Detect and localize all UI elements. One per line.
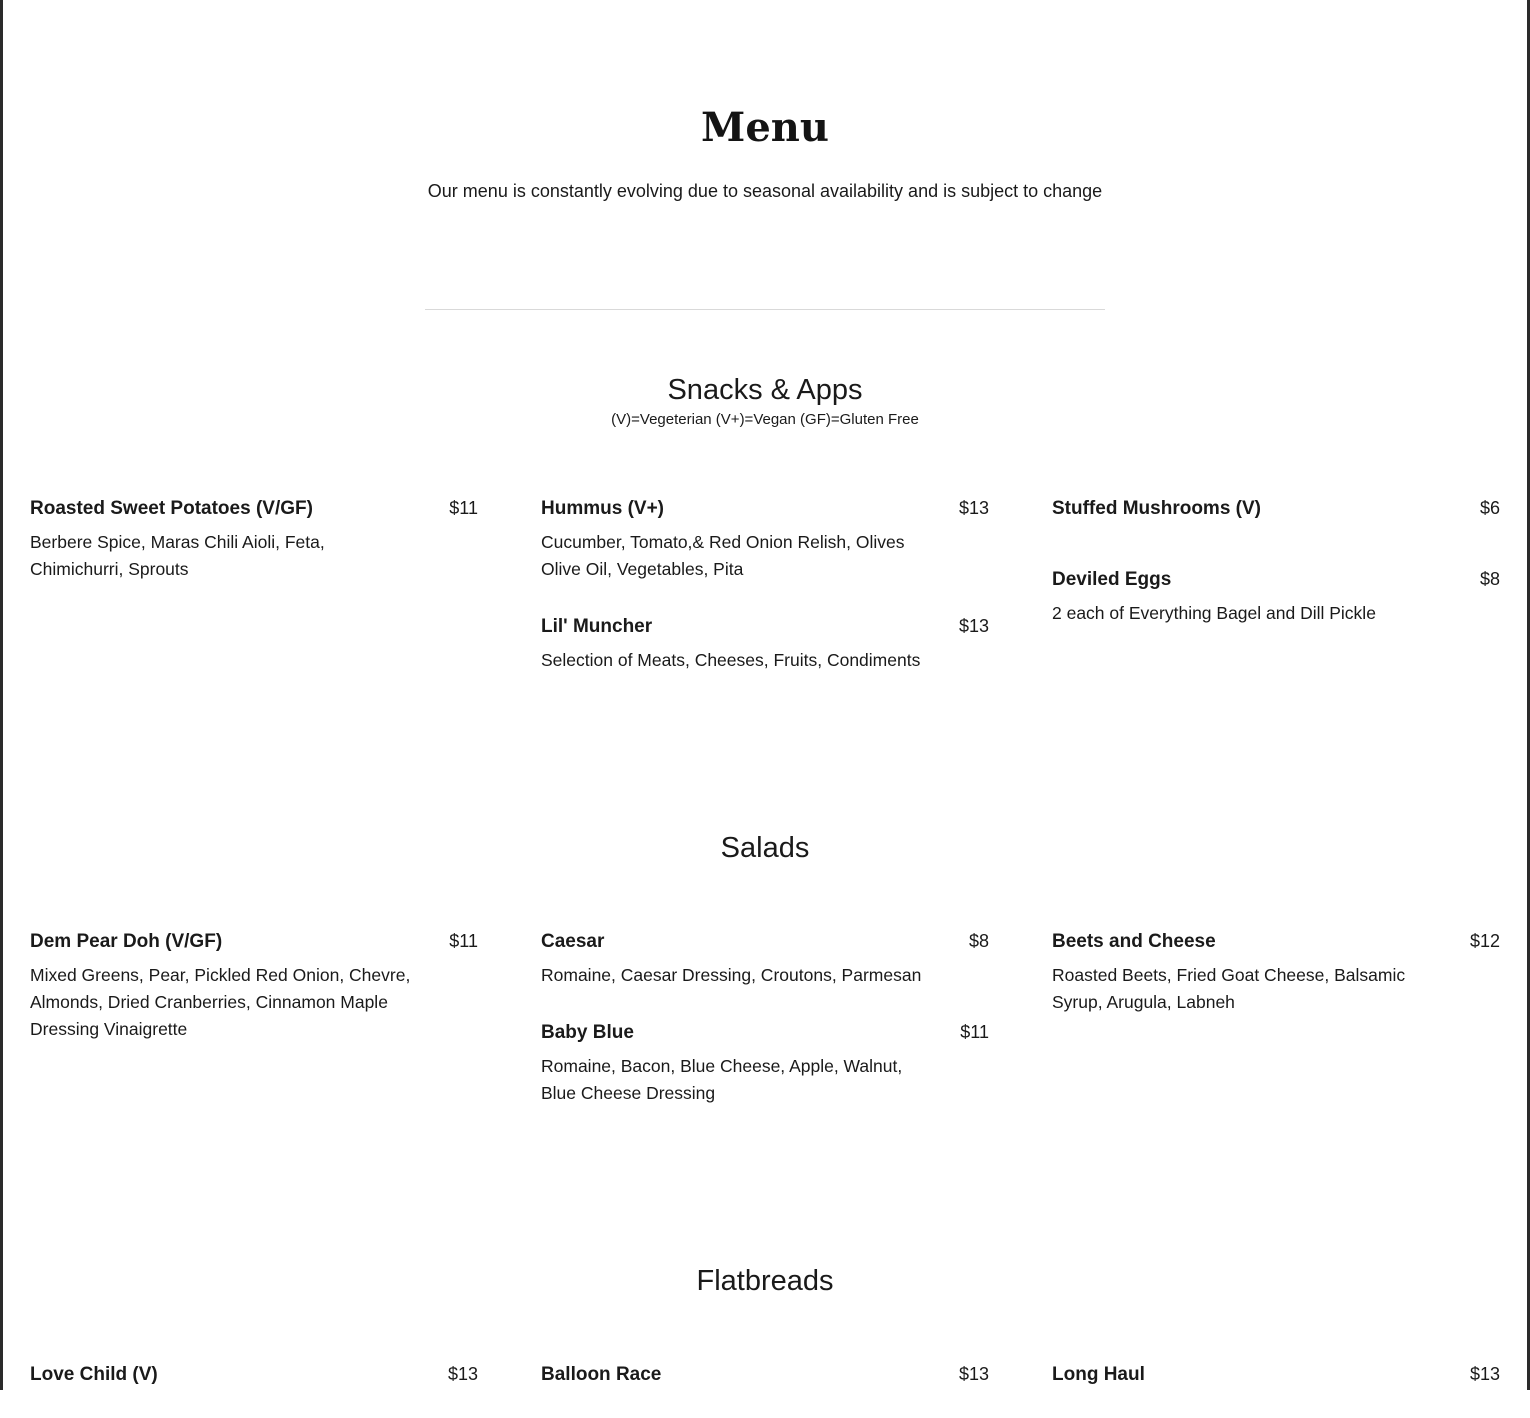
flatbreads-column-1 bbox=[30, 1362, 478, 1418]
menu-item bbox=[1052, 567, 1500, 627]
menu-item bbox=[541, 1020, 989, 1107]
item-name: Baby Blue bbox=[541, 1022, 634, 1043]
item-price: $6 bbox=[1479, 498, 1500, 518]
menu-item bbox=[1052, 929, 1500, 1016]
item-price: $11 bbox=[960, 1022, 989, 1042]
item-name: Long Haul bbox=[1052, 1364, 1145, 1385]
item-description: Mixed Greens, Pear, Pickled Red Onion, Chevre, Almonds, Dried Cranberries, Cinnamon Maple Dressing Vinaigrette bbox=[30, 965, 411, 1039]
item-price: $13 bbox=[447, 1364, 478, 1384]
item-price: $12 bbox=[1469, 931, 1500, 951]
menu-item bbox=[30, 929, 478, 1043]
page-subtitle: Our menu is constantly evolving due to seasonal availability and is subject to change bbox=[427, 181, 1103, 201]
snacks-column-3 bbox=[1052, 496, 1500, 658]
item-price: $13 bbox=[958, 498, 989, 518]
flatbreads-column-2 bbox=[541, 1362, 989, 1418]
section-title-salads: Salads bbox=[720, 832, 810, 864]
menu-item bbox=[541, 496, 989, 583]
menu-item bbox=[1052, 496, 1500, 521]
section-title-snacks: Snacks & Apps bbox=[667, 374, 863, 406]
item-name: Lil' Muncher bbox=[541, 616, 653, 637]
menu-item bbox=[30, 496, 478, 583]
item-name: Dem Pear Doh (V/GF) bbox=[30, 931, 223, 952]
item-price: $8 bbox=[1479, 569, 1500, 589]
salads-column-2 bbox=[541, 929, 989, 1138]
item-name: Balloon Race bbox=[541, 1364, 662, 1385]
page-border-left bbox=[0, 0, 3, 1390]
item-description: Berbere Spice, Maras Chili Aioli, Feta, Chimichurri, Sprouts bbox=[30, 532, 325, 579]
section-title-flatbreads: Flatbreads bbox=[696, 1265, 834, 1297]
item-price: $13 bbox=[958, 1364, 989, 1384]
page-title: Menu bbox=[701, 104, 829, 151]
item-price: $11 bbox=[449, 498, 478, 518]
item-name: Love Child (V) bbox=[30, 1364, 158, 1385]
dietary-legend: (V)=Vegeterian (V+)=Vegan (GF)=Gluten Free bbox=[611, 411, 919, 428]
menu-item bbox=[541, 614, 989, 674]
snacks-column-1 bbox=[30, 496, 478, 614]
item-description: Roasted Beets, Fried Goat Cheese, Balsamic Syrup, Arugula, Labneh bbox=[1052, 965, 1406, 1012]
snacks-column-2 bbox=[541, 496, 989, 705]
salads-column-1 bbox=[30, 929, 478, 1074]
menu-item bbox=[1052, 1362, 1500, 1387]
menu-item bbox=[541, 1362, 989, 1387]
item-name: Caesar bbox=[541, 931, 605, 952]
item-description: Selection of Meats, Cheeses, Fruits, Condiments bbox=[541, 650, 921, 670]
item-name: Beets and Cheese bbox=[1052, 931, 1216, 952]
item-name: Roasted Sweet Potatoes (V/GF) bbox=[30, 498, 313, 519]
menu-item bbox=[30, 1362, 478, 1387]
header-divider bbox=[425, 309, 1105, 310]
item-description: Romaine, Bacon, Blue Cheese, Apple, Walnut, Blue Cheese Dressing bbox=[541, 1056, 903, 1103]
item-description: 2 each of Everything Bagel and Dill Pickle bbox=[1052, 603, 1376, 623]
flatbreads-column-3 bbox=[1052, 1362, 1500, 1418]
item-name: Stuffed Mushrooms (V) bbox=[1052, 498, 1261, 519]
item-description: Romaine, Caesar Dressing, Croutons, Parmesan bbox=[541, 965, 922, 985]
salads-column-3 bbox=[1052, 929, 1500, 1047]
item-price: $13 bbox=[1469, 1364, 1500, 1384]
item-price: $8 bbox=[968, 931, 989, 951]
item-price: $13 bbox=[958, 616, 989, 636]
item-name: Deviled Eggs bbox=[1052, 569, 1172, 590]
item-description: Cucumber, Tomato,& Red Onion Relish, Olives Olive Oil, Vegetables, Pita bbox=[541, 532, 905, 579]
item-price: $11 bbox=[449, 931, 478, 951]
item-name: Hummus (V+) bbox=[541, 498, 664, 519]
menu-item bbox=[541, 929, 989, 989]
